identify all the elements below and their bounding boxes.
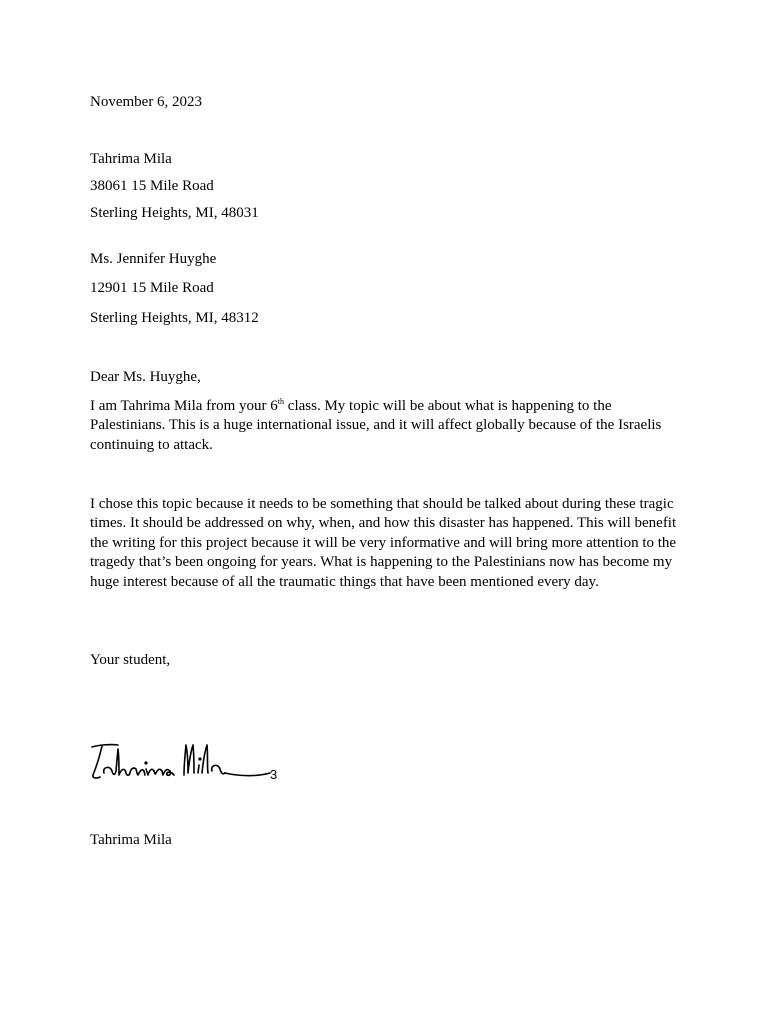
sender-city: Sterling Heights, MI, 48031 <box>90 205 259 221</box>
body-paragraph-1 <box>90 397 690 455</box>
handwritten-signature <box>88 735 288 785</box>
paragraph-1-rest: class. My topic will be about what is happening to the Palestinians. This is a huge international issue, and it will affect globally because of the Israelis continuing to attack. <box>90 398 662 453</box>
salutation: Dear Ms. Huyghe, <box>90 369 201 385</box>
letter-date: November 6, 2023 <box>90 94 203 110</box>
sender-street: 38061 15 Mile Road <box>90 178 214 194</box>
closing: Your student, <box>90 652 171 668</box>
ordinal-suffix: th <box>277 397 285 406</box>
signature-mark: 3 <box>270 767 278 782</box>
recipient-city: Sterling Heights, MI, 48312 <box>90 310 259 326</box>
sender-name: Tahrima Mila <box>90 151 172 167</box>
signed-name: Tahrima Mila <box>90 832 172 848</box>
recipient-name: Ms. Jennifer Huyghe <box>90 251 217 267</box>
paragraph-1-start: I am Tahrima Mila from your 6 <box>90 398 278 414</box>
body-paragraph-2: I chose this topic because it needs to be something that should be talked about during these tragic times. It should be addressed on why, when, and how this disaster has happened. This will benefit the writing for this project because it will be very informative and will bring more attention to the tragedy that’s been ongoing for years. What is happening to the Palestinians now has become my huge interest because of all the traumatic things that have been mentioned every day. <box>90 496 677 590</box>
recipient-street: 12901 15 Mile Road <box>90 280 214 296</box>
